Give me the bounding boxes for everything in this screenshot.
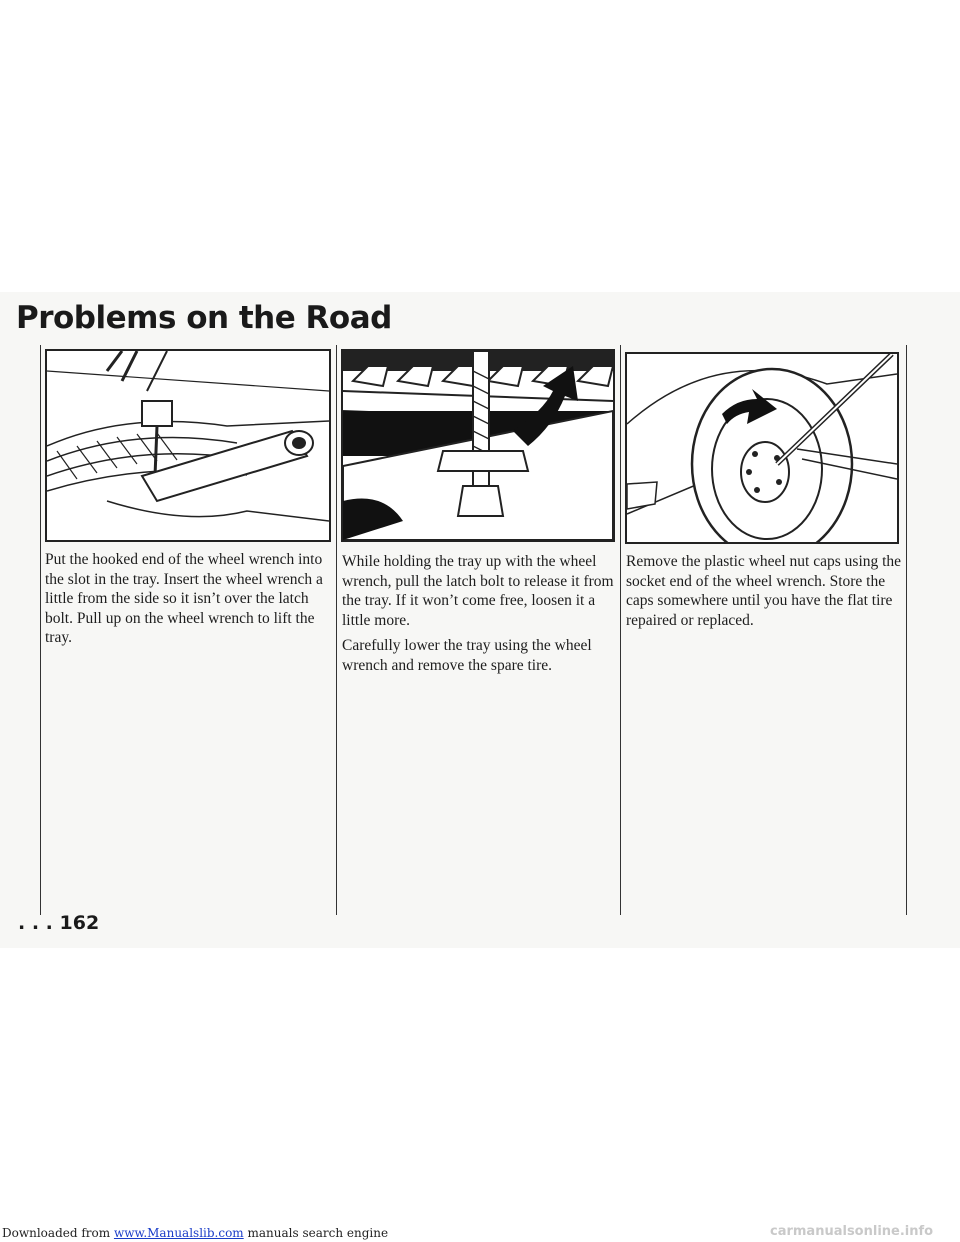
column-2-paragraph-1: While holding the tray up with the wheel wrench, pull the latch bolt to release it from the tray. If it won’t come free, loosen it a little more. [342,553,614,629]
manualslib-link[interactable]: www.Manualslib.com [113,1226,244,1240]
column-2-text [342,552,618,681]
column-3-text [626,552,906,636]
illustration-wrench-tray [47,351,329,540]
page-number: . . . 162 [18,912,100,934]
column-1-paragraph-1: Put the hooked end of the wheel wrench into the slot in the tray. Insert the wheel wrench a little from the side so it isn’t over the latch bolt. Pull up on the wheel wrench to lift the tray. [45,551,323,646]
column-rule [40,345,41,915]
column-2-paragraph-2: Carefully lower the tray using the wheel wrench and remove the spare tire. [342,637,592,674]
footer-suffix: manuals search engine [243,1226,389,1240]
footer-prefix: Downloaded from [2,1226,114,1240]
latch-bolt-illustration [341,349,615,542]
download-footer [2,1226,388,1240]
section-title: Problems on the Road [16,300,392,336]
column-rule [620,345,621,915]
illustration-latch-bolt [343,351,613,540]
column-rule [336,345,337,915]
wheel-nut-caps-illustration [625,352,899,544]
column-1-text [45,550,335,654]
illustration-wheel-caps [627,354,897,542]
wrench-in-tray-illustration [45,349,331,542]
column-rule [906,345,907,915]
column-3-paragraph-1: Remove the plastic wheel nut caps using the socket end of the wheel wrench. Store the caps somewhere until you have the flat tire repaired or replaced. [626,553,902,629]
watermark: carmanualsonline.info [770,1224,934,1239]
